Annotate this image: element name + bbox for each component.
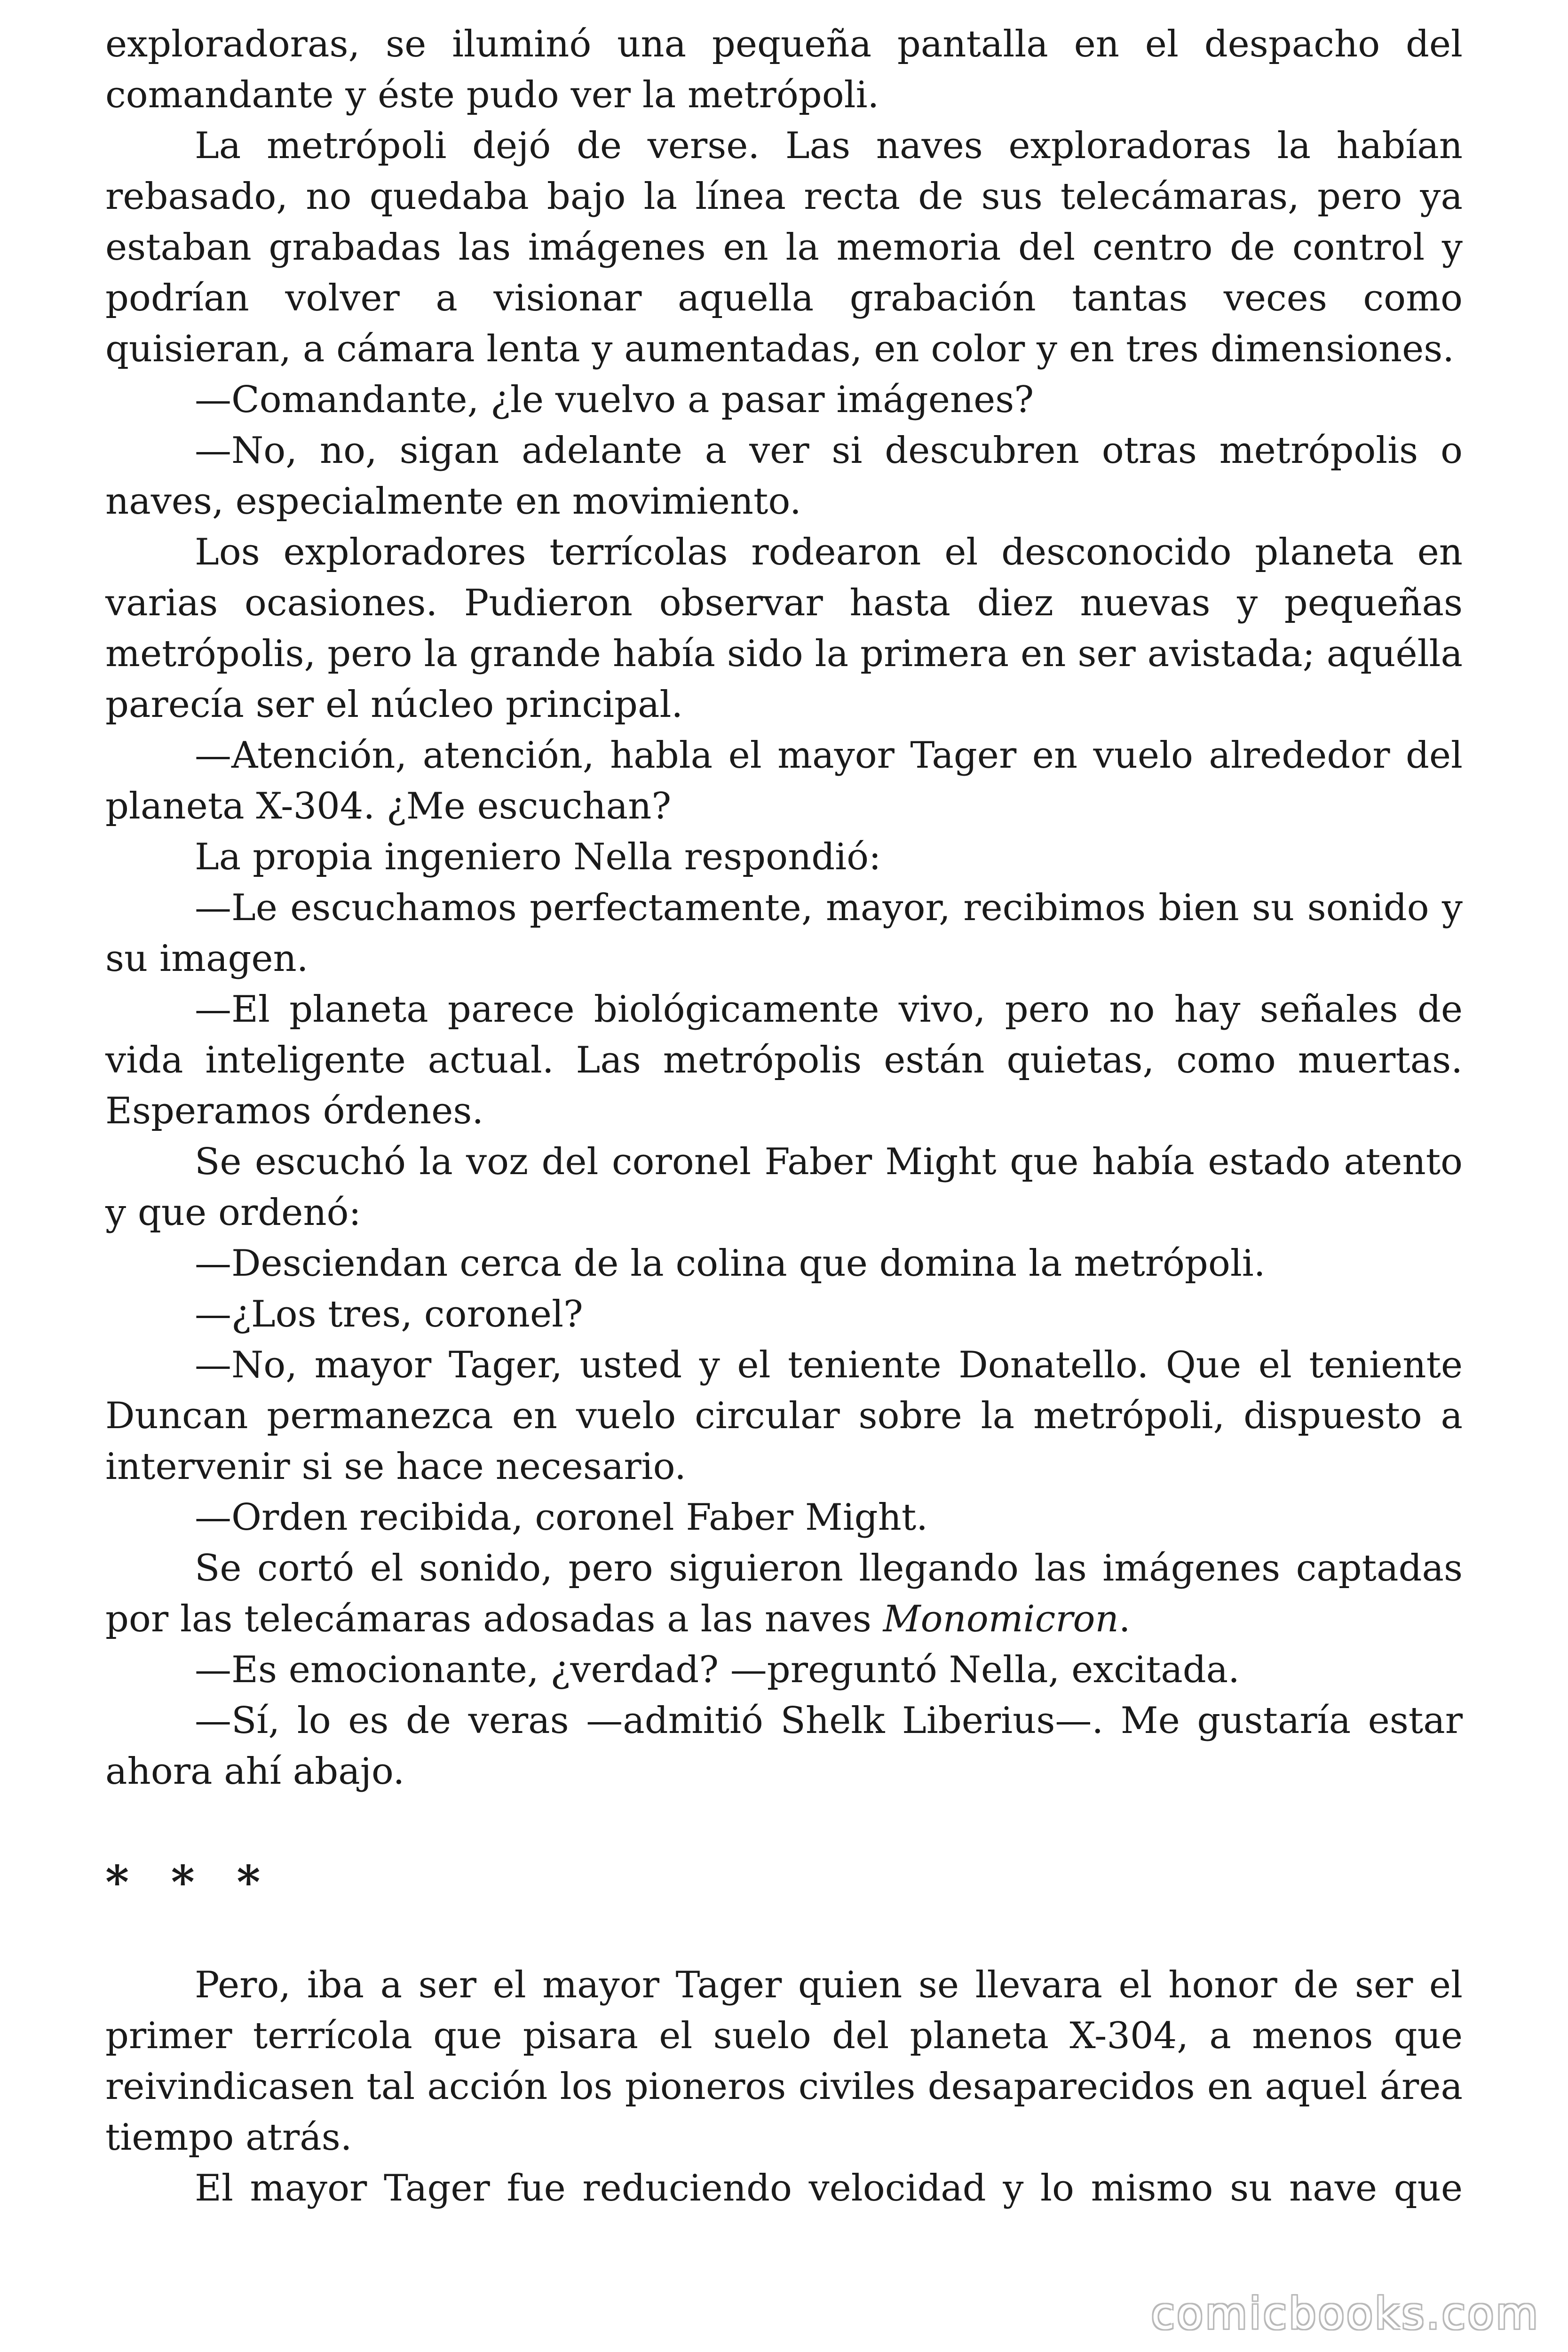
paragraph: exploradoras, se iluminó una pequeña pantalla en el despacho del comandante y éste pudo ver la metrópoli.	[105, 23, 1463, 116]
paragraph: —El planeta parece biológicamente vivo, pero no hay señales de vida inteligente actual. Las metrópolis están quietas, como muertas. Esperamos órdenes.	[105, 988, 1463, 1132]
paragraph: —No, no, sigan adelante a ver si descubren otras metrópolis o naves, especialmente en movimiento.	[105, 429, 1463, 523]
paragraph: —Comandante, ¿le vuelvo a pasar imágenes?	[195, 379, 1034, 421]
paragraph: Se escuchó la voz del coronel Faber Might que había estado atento y que ordenó:	[105, 1141, 1463, 1234]
book-page	[105, 19, 1463, 2214]
section-separator: * * *	[105, 1856, 274, 1909]
watermark-logo: comicbooks.com	[1151, 2288, 1540, 2339]
paragraph: —Sí, lo es de veras —admitió Shelk Liberius—. Me gustaría estar ahora ahí abajo.	[105, 1700, 1463, 1793]
paragraph: La metrópoli dejó de verse. Las naves exploradoras la habían rebasado, no quedaba bajo la línea recta de sus telecámaras, pero ya estaban grabadas las imágenes en la memoria del centro de control y podrían volver a visionar aquella grabación tantas veces como quisieran, a cámara lenta y aumentadas, en color y en tres dimensiones.	[105, 125, 1463, 370]
paragraph: —Le escuchamos perfectamente, mayor, recibimos bien su sonido y su imagen.	[105, 887, 1463, 980]
paragraph: —Desciendan cerca de la colina que domina la metrópoli.	[195, 1242, 1266, 1285]
ship-name-italic: Monomicron	[883, 1598, 1119, 1640]
paragraph: —Es emocionante, ¿verdad? —preguntó Nella, excitada.	[195, 1649, 1240, 1691]
paragraph: La propia ingeniero Nella respondió:	[195, 836, 881, 878]
paragraph-with-italic	[105, 1543, 1463, 1645]
paragraph: —No, mayor Tager, usted y el teniente Donatello. Que el teniente Duncan permanezca en vuelo circular sobre la metrópoli, dispuesto a intervenir si se hace necesario.	[105, 1344, 1463, 1488]
paragraph: Los exploradores terrícolas rodearon el desconocido planeta en varias ocasiones. Pudieron observar hasta diez nuevas y pequeñas metrópolis, pero la grande había sido la primera en ser avistada; aquélla parecía ser el núcleo principal.	[105, 531, 1463, 726]
paragraph: —Atención, atención, habla el mayor Tager en vuelo alrededor del planeta X-304. ¿Me escuchan?	[105, 734, 1463, 827]
paragraph-text: .	[1118, 1598, 1131, 1640]
paragraph-text: Se cortó el sonido, pero siguieron llegando las imágenes captadas por las telecámaras adosadas a las naves	[105, 1547, 1463, 1640]
paragraph: —¿Los tres, coronel?	[195, 1293, 583, 1335]
paragraph: El mayor Tager fue reduciendo velocidad y lo mismo su nave que	[195, 2167, 1463, 2209]
paragraph: Pero, iba a ser el mayor Tager quien se llevara el honor de ser el primer terrícola que pisara el suelo del planeta X-304, a menos que reivindicasen tal acción los pioneros civiles desaparecidos en aquel área tiempo atrás.	[105, 1964, 1463, 2159]
paragraph: —Orden recibida, coronel Faber Might.	[195, 1496, 928, 1539]
